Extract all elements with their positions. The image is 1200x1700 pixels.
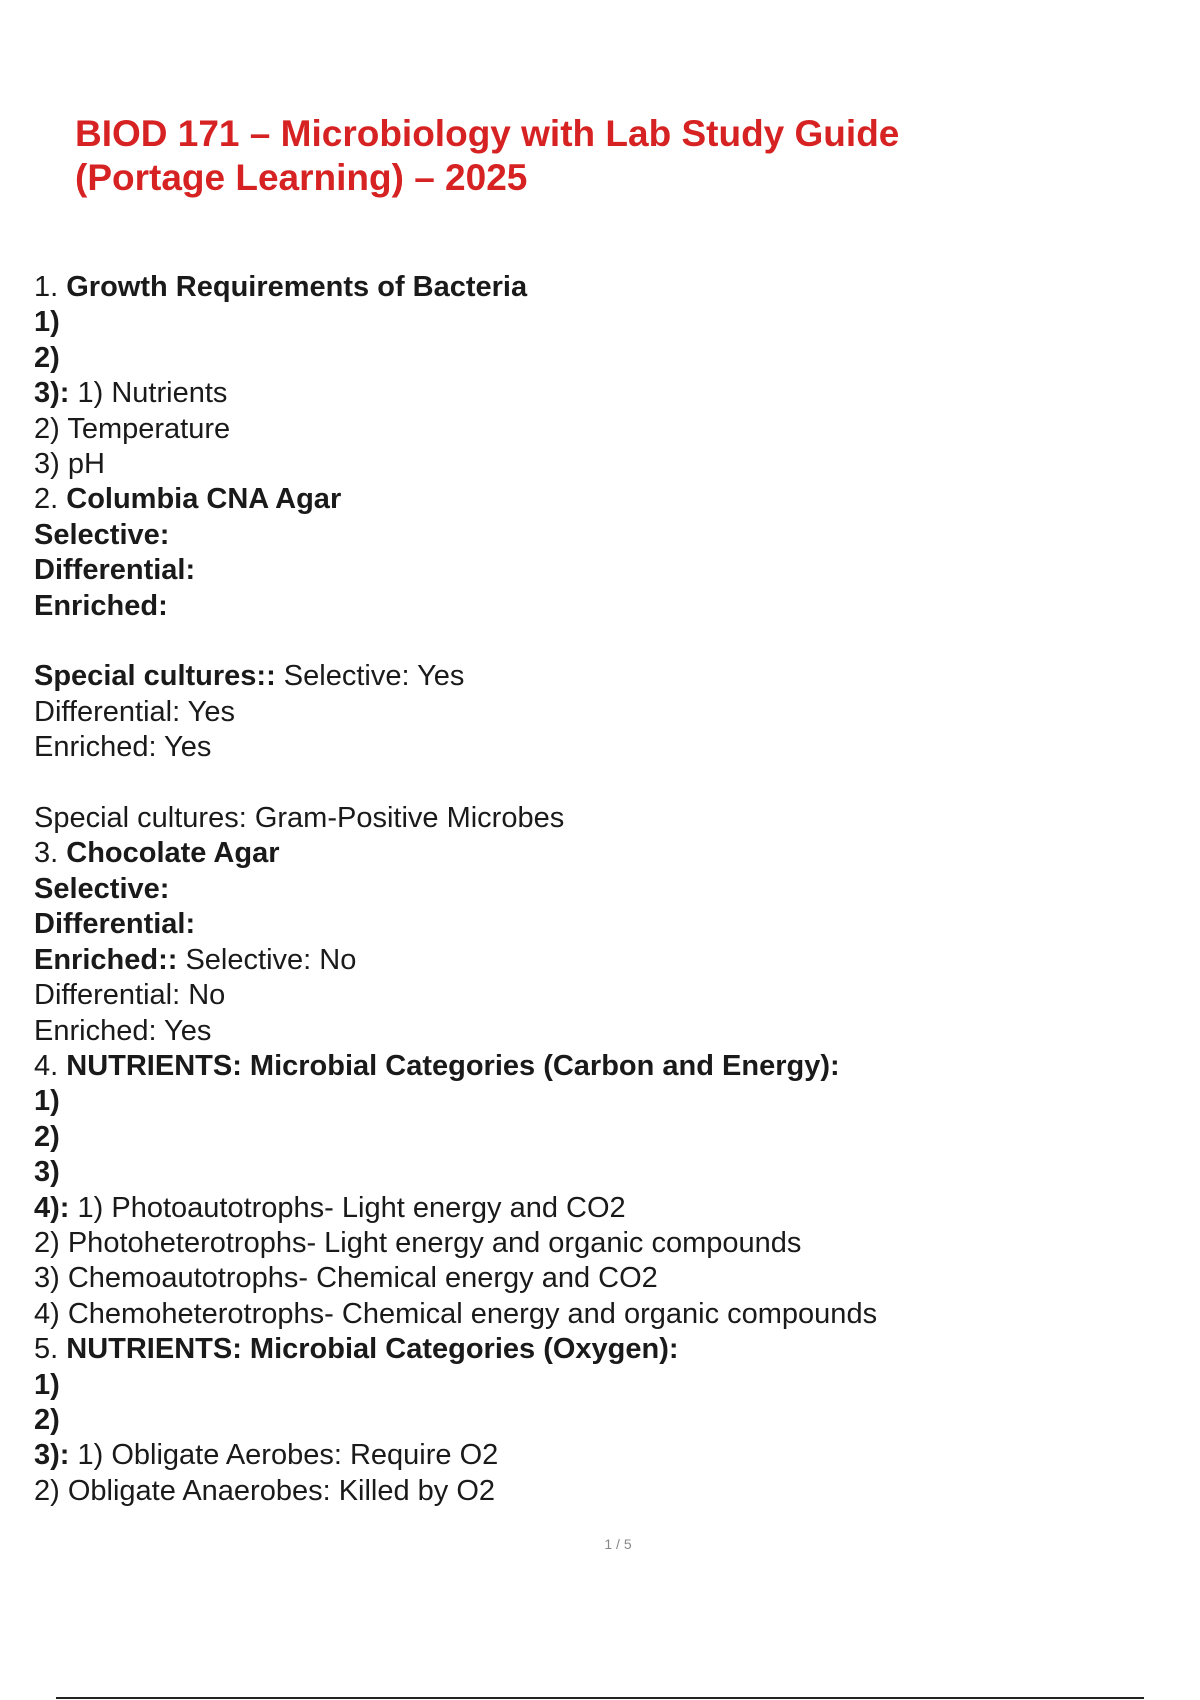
item-label: Enriched: <box>34 589 168 622</box>
item-label: Special cultures:: <box>34 660 276 693</box>
question-title: Chocolate Agar <box>66 837 280 870</box>
answer-line <box>34 943 1174 978</box>
page-number: 1 / 5 <box>604 1536 632 1552</box>
footer-divider <box>56 1697 1144 1699</box>
question-3-heading <box>34 836 1174 871</box>
answer-line: 4) Chemoheterotrophs- Chemical energy and organic compounds <box>34 1297 878 1330</box>
item-label: 3): <box>34 1439 70 1472</box>
question-title: NUTRIENTS: Microbial Categories (Oxygen): <box>66 1333 679 1366</box>
question-number: 2. <box>34 483 67 516</box>
answer-text: 1) Photoautotrophs- Light energy and CO2 <box>69 1191 626 1224</box>
answer-line: Enriched: Yes <box>34 1014 212 1047</box>
page-title <box>75 112 1075 200</box>
item-label: Enriched:: <box>34 943 178 976</box>
question-title: Columbia CNA Agar <box>66 483 342 516</box>
title-line-1: BIOD 171 – Microbiology with Lab Study Guide <box>75 113 900 154</box>
question-number: 3. <box>34 837 67 870</box>
question-2-heading <box>34 482 1174 517</box>
question-5-heading <box>34 1332 1174 1367</box>
answer-line: Special cultures: Gram-Positive Microbes <box>34 802 565 835</box>
question-4-heading <box>34 1049 1174 1084</box>
question-number: 5. <box>34 1333 67 1366</box>
answer-line <box>34 659 1174 694</box>
answer-text: 1) Obligate Aerobes: Require O2 <box>69 1439 499 1472</box>
question-number: 4. <box>34 1049 67 1082</box>
item-label: Selective: <box>34 518 170 551</box>
answer-line: 3) pH <box>34 448 105 481</box>
item-label: 2) <box>34 341 60 374</box>
item-label: 3) <box>34 1156 60 1189</box>
answer-line: 2) Temperature <box>34 412 231 445</box>
item-label: Differential: <box>34 908 196 941</box>
answer-text: 1) Nutrients <box>69 377 228 410</box>
answer-line <box>34 1191 1174 1226</box>
answer-text: Selective: Yes <box>275 660 465 693</box>
answer-line <box>34 1438 1174 1473</box>
answer-line: 3) Chemoautotrophs- Chemical energy and CO2 <box>34 1262 658 1295</box>
item-label: Differential: <box>34 554 196 587</box>
answer-line: Differential: No <box>34 979 226 1012</box>
item-label: 3): <box>34 377 70 410</box>
item-label: 2) <box>34 1403 60 1436</box>
answer-line <box>34 376 1174 411</box>
item-label: 2) <box>34 1120 60 1153</box>
item-label: 1) <box>34 1085 60 1118</box>
question-title: NUTRIENTS: Microbial Categories (Carbon and Energy): <box>66 1049 840 1082</box>
answer-line: 2) Obligate Anaerobes: Killed by O2 <box>34 1474 496 1507</box>
answer-line: Differential: Yes <box>34 695 235 728</box>
title-line-2: (Portage Learning) – 2025 <box>75 157 528 198</box>
answer-line: Enriched: Yes <box>34 731 212 764</box>
item-label: 4): <box>34 1191 70 1224</box>
item-label: 1) <box>34 1368 60 1401</box>
question-number: 1. <box>34 271 67 303</box>
item-label: 1) <box>34 306 60 339</box>
answer-text: Selective: No <box>177 943 357 976</box>
study-guide-content <box>34 270 1174 1509</box>
item-label: Selective: <box>34 872 170 905</box>
answer-line: 2) Photoheterotrophs- Light energy and organic compounds <box>34 1226 802 1259</box>
question-1-heading <box>34 270 1174 305</box>
question-title: Growth Requirements of Bacteria <box>66 271 528 303</box>
